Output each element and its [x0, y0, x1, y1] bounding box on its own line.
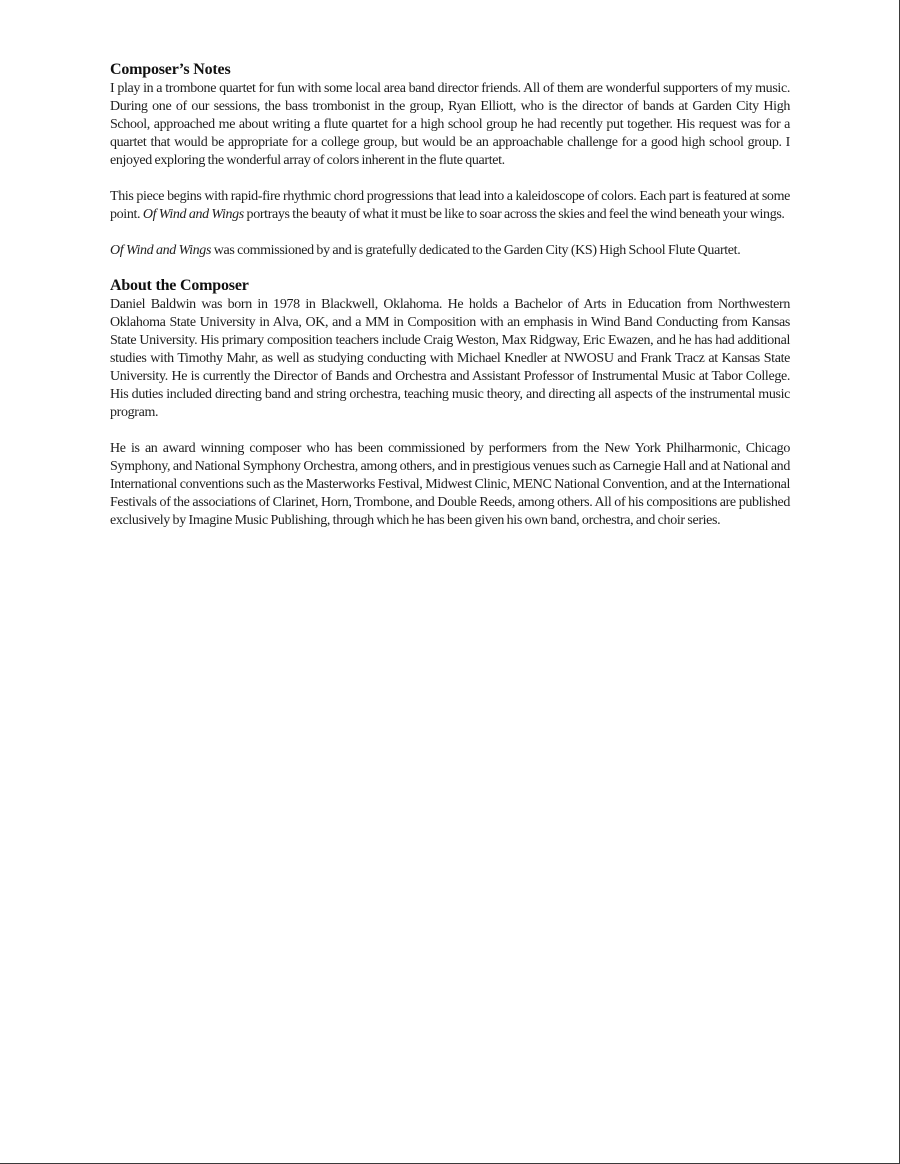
about-paragraph-1: Daniel Baldwin was born in 1978 in Blackwell, Oklahoma. He holds a Bachelor of Arts in Education from Northwestern Oklahoma State University in Alva, OK, and a MM in Composition with an emphasis in Wind Band Conducting from Kansas State University. His primary composition teachers include Craig Weston, Max Ridgway, Eric Ewazen, and he has had additional studies with Timothy Mahr, as well as studying conducting with Michael Knedler at NWOSU and Frank Tracz at Kansas State University. He is currently the Director of Bands and Orchestra and Assistant Professor of Instrumental Music at Tabor College. His duties included directing band and string orchestra, teaching music theory, and directing all aspects of the instrumental music program. — [110, 297, 790, 420]
about-composer-heading: About the Composer — [110, 277, 249, 294]
notes-paragraph-2-text-a: This piece begins with rapid-fire rhythmic chord progressions that lead into a kaleidoscope of colors. Each part is featured at some point. — [110, 189, 790, 222]
composers-notes-heading: Composer’s Notes — [110, 61, 231, 78]
piece-title: Of Wind and Wings — [142, 207, 244, 222]
notes-paragraph-2 — [110, 188, 790, 224]
about-paragraph-2: He is an award winning composer who has been commissioned by performers from the New York Philharmonic, Chicago Symphony, and National Symphony Orchestra, among others, and in prestigious venues such as Carnegie Hall and at National and International conventions such as the Masterworks Festival, Midwest Clinic, MENC National Convention, and at the International Festivals of the associations of Clarinet, Horn, Trombone, and Double Reeds, among others. All of his compositions are published exclusively by Imagine Music Publishing, through which he has been given his own band, orchestra, and choir series. — [110, 441, 790, 528]
document-body — [110, 60, 790, 530]
notes-paragraph-3 — [110, 242, 790, 260]
notes-paragraph-1: I play in a trombone quartet for fun with some local area band director friends. All of them are wonderful supporters of my music. During one of our sessions, the bass trombonist in the group, Ryan Elliott, who is the director of bands at Garden City High School, approached me about writing a flute quartet for a high school group he had recently put together. His request was for a quartet that would be appropriate for a college group, but would be an approachable challenge for a good high school group. I enjoyed exploring the wonderful array of colors inherent in the flute quartet. — [110, 81, 790, 168]
piece-title: Of Wind and Wings — [110, 243, 212, 258]
notes-paragraph-3-text: was commissioned by and is gratefully dedicated to the Garden City (KS) High School Flute Quartet. — [211, 243, 741, 258]
notes-paragraph-2-text-b: portrays the beauty of what it must be like to soar across the skies and feel the wind beneath your wings. — [243, 207, 785, 222]
